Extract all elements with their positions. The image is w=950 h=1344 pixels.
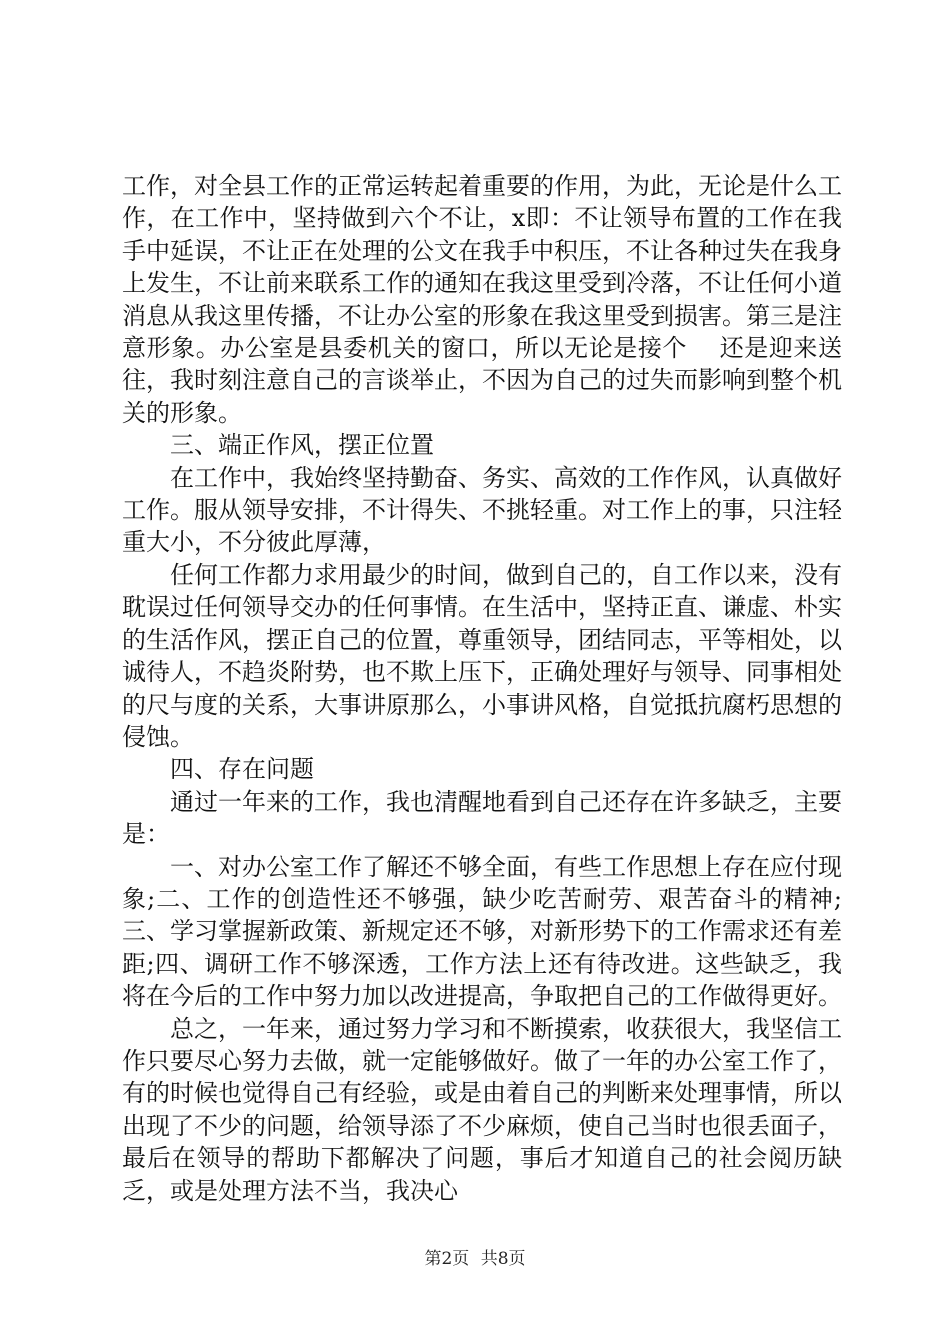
paragraph-6: 总之，一年来，通过努力学习和不断摸索，收获很大，我坚信工作只要尽心努力去做，就一定能够做好。做了一年的办公室工作了，有的时候也觉得自己有经验，或是由着自己的判断来处理事情，所以出现了不少的问题，给领导添了不少麻烦，使自己当时也很丢面子，最后在领导的帮助下都解决了问题，事后才知道自己的社会阅历缺乏，或是处理方法不当，我决心	[122, 1014, 842, 1205]
page-footer	[0, 1244, 950, 1269]
paragraph-1: 工作，对全县工作的正常运转起着重要的作用，为此，无论是什么工作，在工作中，坚持做到六个不让，x即：不让领导布置的工作在我手中延误，不让正在处理的公文在我手中积压，不让各种过失在我身上发生，不让前来联系工作的通知在我这里受到冷落，不让任何小道消息从我这里传播，不让办公室的形象在我这里受到损害。第三是注意形象。办公室是县委机关的窗口，所以无论是接个 还是迎来送往，我时刻注意自己的言谈举止，不因为自己的过失而影响到整个机关的形象。	[122, 172, 842, 427]
section-heading-3: 三、端正作风，摆正位置	[170, 431, 434, 460]
paragraph-2: 在工作中，我始终坚持勤奋、务实、高效的工作作风，认真做好工作。服从领导安排，不计得失、不挑轻重。对工作上的事，只注轻重大小，不分彼此厚薄，	[122, 463, 842, 557]
paragraph-3: 任何工作都力求用最少的时间，做到自己的，自工作以来，没有耽误过任何领导交办的任何事情。在生活中，坚持正直、谦虚、朴实的生活作风，摆正自己的位置，尊重领导，团结同志，平等相处，以诚待人，不趋炎附势，也不欺上压下，正确处理好与领导、同事相处的尺与度的关系，大事讲原那么，小事讲风格，自觉抵抗腐朽思想的侵蚀。	[122, 560, 842, 751]
section-heading-4: 四、存在问题	[170, 755, 314, 784]
page-total: 共8页	[480, 1249, 526, 1269]
document-body	[122, 170, 842, 1207]
paragraph-5: 一、对办公室工作了解还不够全面，有些工作思想上存在应付现象;二、工作的创造性还不够强，缺少吃苦耐劳、艰苦奋斗的精神;三、学习掌握新政策、新规定还不够，对新形势下的工作需求还有差距;四、调研工作不够深透，工作方法上还有待改进。这些缺乏，我将在今后的工作中努力加以改进提高，争取把自己的工作做得更好。	[122, 852, 842, 1011]
page-number: 第2页	[424, 1249, 470, 1269]
paragraph-4: 通过一年来的工作，我也清醒地看到自己还存在许多缺乏，主要是：	[122, 787, 842, 849]
